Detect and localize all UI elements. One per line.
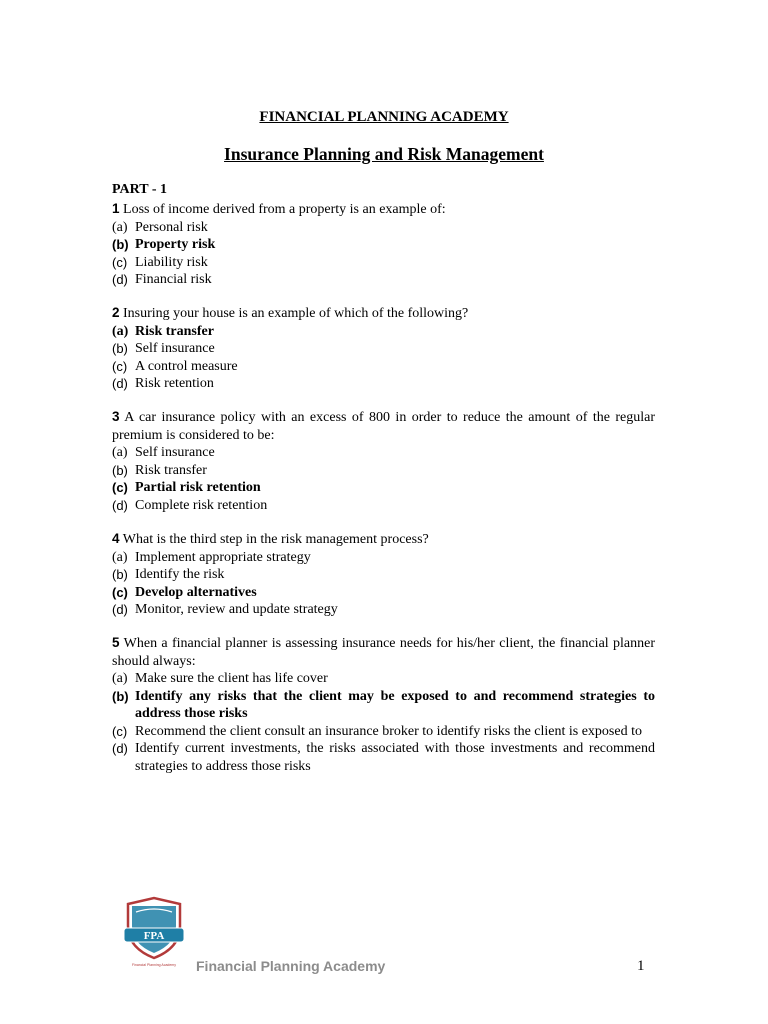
question-text: When a financial planner is assessing insurance needs for his/her client, the financial planner should always: — [112, 636, 656, 669]
option-text: Develop alternatives — [135, 584, 257, 600]
option-b-correct — [112, 688, 655, 723]
option-label: (d) — [112, 602, 128, 617]
option-label: (c) — [112, 480, 128, 495]
option-d — [112, 740, 655, 775]
question-number: 2 — [112, 305, 120, 320]
option-text: Financial risk — [135, 272, 212, 287]
option-b — [112, 462, 655, 480]
question-2 — [112, 304, 655, 393]
option-text: Personal risk — [135, 219, 208, 235]
option-label: (b) — [112, 688, 129, 704]
option-label: (a) — [112, 549, 128, 565]
option-label: (a) — [112, 323, 129, 339]
option-label: (c) — [112, 584, 128, 600]
option-a-correct — [112, 323, 655, 341]
question-number: 5 — [112, 635, 120, 650]
question-text: What is the third step in the risk management process? — [122, 532, 429, 547]
option-text: Identify current investments, the risks associated with those investments and recommend strategies to address those risks — [135, 741, 655, 774]
option-label: (c) — [112, 254, 128, 270]
page-number: 1 — [637, 958, 645, 974]
option-label: (a) — [112, 445, 128, 460]
question-4 — [112, 530, 655, 619]
option-text: Monitor, review and update strategy — [135, 602, 338, 617]
question-text: A car insurance policy with an excess of 800 in order to reduce the amount of the regular premium is considered to be: — [112, 410, 655, 443]
question-stem — [112, 408, 655, 444]
question-3 — [112, 408, 655, 514]
option-text: Liability risk — [135, 254, 208, 270]
option-label: (d) — [112, 272, 128, 287]
option-label: (c) — [112, 358, 128, 374]
option-d — [112, 601, 655, 619]
option-label: (b) — [112, 237, 129, 252]
question-number: 4 — [112, 531, 120, 546]
question-text: Insuring your house is an example of which of the following? — [123, 306, 469, 321]
option-text: Make sure the client has life cover — [135, 671, 328, 686]
option-label: (b) — [112, 341, 128, 356]
logo-caption: Financial Planning Academy — [132, 963, 176, 967]
option-d — [112, 375, 655, 393]
logo-text: FPA — [143, 930, 165, 942]
option-d — [112, 497, 655, 515]
option-label: (a) — [112, 671, 128, 686]
option-a — [112, 219, 655, 237]
option-text: Recommend the client consult an insurance broker to identify risks the client is exposed to — [135, 723, 642, 739]
option-text: Risk transfer — [135, 323, 214, 339]
option-a — [112, 670, 655, 688]
option-text: Partial risk retention — [135, 480, 261, 495]
option-label: (c) — [112, 723, 128, 739]
option-text: Identify the risk — [135, 567, 225, 582]
option-c — [112, 723, 655, 741]
option-b — [112, 566, 655, 584]
document-title: Insurance Planning and Risk Management — [224, 144, 544, 164]
footer-name: Financial Planning Academy — [196, 958, 386, 974]
option-text: Self insurance — [135, 341, 215, 356]
part-label: PART - 1 — [112, 182, 167, 197]
question-number: 3 — [112, 409, 120, 424]
question-number: 1 — [112, 201, 120, 216]
option-label: (d) — [112, 497, 128, 513]
option-text: Property risk — [135, 237, 216, 252]
option-text: Complete risk retention — [135, 497, 268, 513]
option-text: Risk transfer — [135, 462, 207, 478]
question-stem — [112, 200, 655, 219]
question-text: Loss of income derived from a property is an example of: — [123, 202, 446, 217]
option-text: Self insurance — [135, 445, 215, 460]
question-5 — [112, 634, 655, 775]
question-stem — [112, 304, 655, 323]
option-b — [112, 340, 655, 358]
option-label: (d) — [112, 376, 128, 391]
option-text: Identify any risks that the client may be exposed to and recommend strategies to address those risks — [135, 688, 655, 721]
option-label: (b) — [112, 462, 128, 478]
option-label: (a) — [112, 219, 128, 235]
option-c — [112, 358, 655, 376]
option-c — [112, 254, 655, 272]
question-stem — [112, 530, 655, 549]
academy-heading: FINANCIAL PLANNING ACADEMY — [259, 109, 509, 125]
option-label: (b) — [112, 567, 128, 582]
option-d — [112, 271, 655, 289]
option-text: A control measure — [135, 358, 238, 374]
fpa-logo — [122, 896, 186, 972]
option-text: Risk retention — [135, 376, 214, 391]
question-1 — [112, 200, 655, 289]
option-text: Implement appropriate strategy — [135, 549, 311, 565]
option-c-correct — [112, 479, 655, 497]
option-a — [112, 444, 655, 462]
option-b-correct — [112, 236, 655, 254]
option-c-correct — [112, 584, 655, 602]
option-a — [112, 549, 655, 567]
option-label: (d) — [112, 741, 128, 756]
question-stem — [112, 634, 655, 670]
